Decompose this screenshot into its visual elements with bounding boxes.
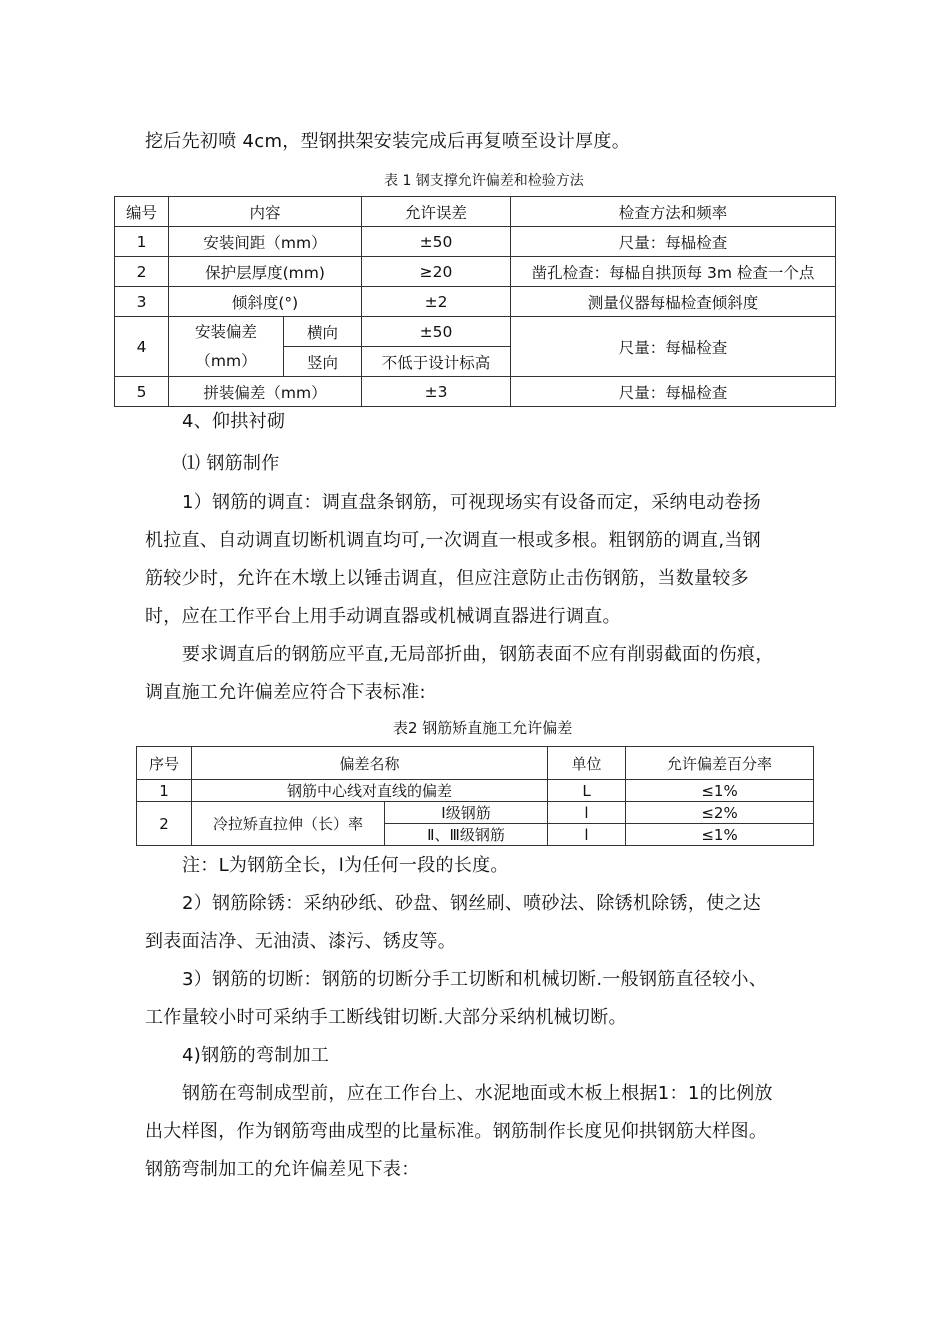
- table1-caption: 表 1 钢支撑允许偏差和检验方法: [384, 173, 584, 189]
- table-cell: 冷拉矫直拉伸（长）率: [192, 802, 385, 846]
- table-cell: 测量仪器每榀检查倾斜度: [511, 287, 836, 317]
- table-cell: ±3: [362, 377, 511, 407]
- table-cell: ±50: [362, 227, 511, 257]
- table2-header-cell: 序号: [137, 747, 192, 780]
- table-cell: Ⅱ、Ⅲ级钢筋: [385, 824, 548, 846]
- table1-header-cell: 内容: [169, 197, 362, 227]
- paragraph-line: 筋较少时，允许在木墩上以锤击调直，但应注意防止击伤钢筋，当数量较多: [145, 568, 749, 589]
- table-cell: 尺量：每榀检查: [511, 227, 836, 257]
- table1-header-row: [115, 197, 836, 227]
- subsection-heading: ⑴ 钢筋制作: [182, 453, 280, 474]
- table2: [136, 746, 814, 846]
- table-cell: L: [548, 780, 626, 802]
- subsection-heading: 4)钢筋的弯制加工: [182, 1045, 330, 1066]
- paragraph-line: 3）钢筋的切断：钢筋的切断分手工切断和机械切断.一般钢筋直径较小、: [182, 969, 768, 990]
- table1-header-cell: 允许误差: [362, 197, 511, 227]
- table-cell: 钢筋中心线对直线的偏差: [192, 780, 548, 802]
- paragraph-line: 时，应在工作平台上用手动调直器或机械调直器进行调直。: [145, 606, 621, 627]
- table-cell: 不低于设计标高: [362, 347, 511, 377]
- table-cell: ≤1%: [626, 824, 814, 846]
- table-cell: ±2: [362, 287, 511, 317]
- table-cell: 5: [115, 377, 169, 407]
- table-row: [115, 377, 836, 407]
- paragraph-line: 工作量较小时可采纳手工断线钳切断.大部分采纳机械切断。: [145, 1007, 627, 1028]
- table-cell: ≤1%: [626, 780, 814, 802]
- table-cell: 4: [115, 317, 169, 377]
- table-cell-line: （mm）: [195, 351, 257, 370]
- table2-header-cell: 允许偏差百分率: [626, 747, 814, 780]
- table-cell-line: 安装偏差: [194, 322, 257, 341]
- table2-header-row: [137, 747, 814, 780]
- table-note: 注：L为钢筋全长，l为任何一段的长度。: [182, 855, 509, 876]
- paragraph-line: 2）钢筋除锈：采纳砂纸、砂盘、钢丝刷、喷砂法、除锈机除锈，使之达: [182, 893, 762, 914]
- paragraph-line: 机拉直、自动调直切断机调直均可,一次调直一根或多根。粗钢筋的调直,当钢: [145, 530, 761, 551]
- paragraph-line: 到表面洁净、无油渍、漆污、锈皮等。: [145, 931, 457, 952]
- paragraph-line: 1）钢筋的调直：调直盘条钢筋，可视现场实有设备而定，采纳电动卷扬: [182, 492, 762, 513]
- table-cell: 尺量：每榀检查: [511, 317, 836, 377]
- table2-header-cell: 偏差名称: [192, 747, 548, 780]
- table2-header-cell: 单位: [548, 747, 626, 780]
- table1-header-cell: 编号: [115, 197, 169, 227]
- table-cell: l: [548, 802, 626, 824]
- table-cell: 横向: [284, 317, 362, 347]
- table-cell: ≥20: [362, 257, 511, 287]
- paragraph-line: 钢筋弯制加工的允许偏差见下表：: [145, 1159, 420, 1180]
- table-cell: 3: [115, 287, 169, 317]
- table-cell: 竖向: [284, 347, 362, 377]
- paragraph-line: 出大样图，作为钢筋弯曲成型的比量标准。钢筋制作长度见仰拱钢筋大样图。: [145, 1121, 768, 1142]
- table-cell: 保护层厚度(mm): [169, 257, 362, 287]
- table-cell-merged: [169, 317, 284, 377]
- table-row: [115, 227, 836, 257]
- table-cell: 凿孔检查：每榀自拱顶每 3m 检查一个点: [511, 257, 836, 287]
- table-row: [137, 780, 814, 802]
- table-cell: ±50: [362, 317, 511, 347]
- table-cell: 倾斜度(°): [169, 287, 362, 317]
- paragraph-line: 钢筋在弯制成型前，应在工作台上、水泥地面或木板上根据1：1的比例放: [182, 1083, 773, 1104]
- table-cell: 2: [137, 802, 192, 846]
- table-cell: 1: [137, 780, 192, 802]
- table1-header-cell: 检查方法和频率: [511, 197, 836, 227]
- paragraph-line: 要求调直后的钢筋应平直,无局部折曲，钢筋表面不应有削弱截面的伤痕，: [182, 644, 774, 665]
- table-cell: 2: [115, 257, 169, 287]
- table-cell: 拼装偏差（mm）: [169, 377, 362, 407]
- paragraph-top: 挖后先初喷 4cm，型钢拱架安装完成后再复喷至设计厚度。: [145, 131, 631, 152]
- table2-caption: 表2 钢筋矫直施工允许偏差: [393, 719, 573, 737]
- table-cell: l: [548, 824, 626, 846]
- paragraph-line: 调直施工允许偏差应符合下表标准:: [145, 682, 426, 703]
- table1: [114, 196, 836, 407]
- table-row: [137, 802, 814, 824]
- table-cell: Ⅰ级钢筋: [385, 802, 548, 824]
- table-row: [115, 287, 836, 317]
- table-cell: 安装间距（mm）: [169, 227, 362, 257]
- section-heading: 4、仰拱衬砌: [182, 411, 286, 432]
- table-row: [115, 257, 836, 287]
- table-row: [115, 317, 836, 347]
- table-cell: 1: [115, 227, 169, 257]
- table-cell: ≤2%: [626, 802, 814, 824]
- table-cell: 尺量：每榀检查: [511, 377, 836, 407]
